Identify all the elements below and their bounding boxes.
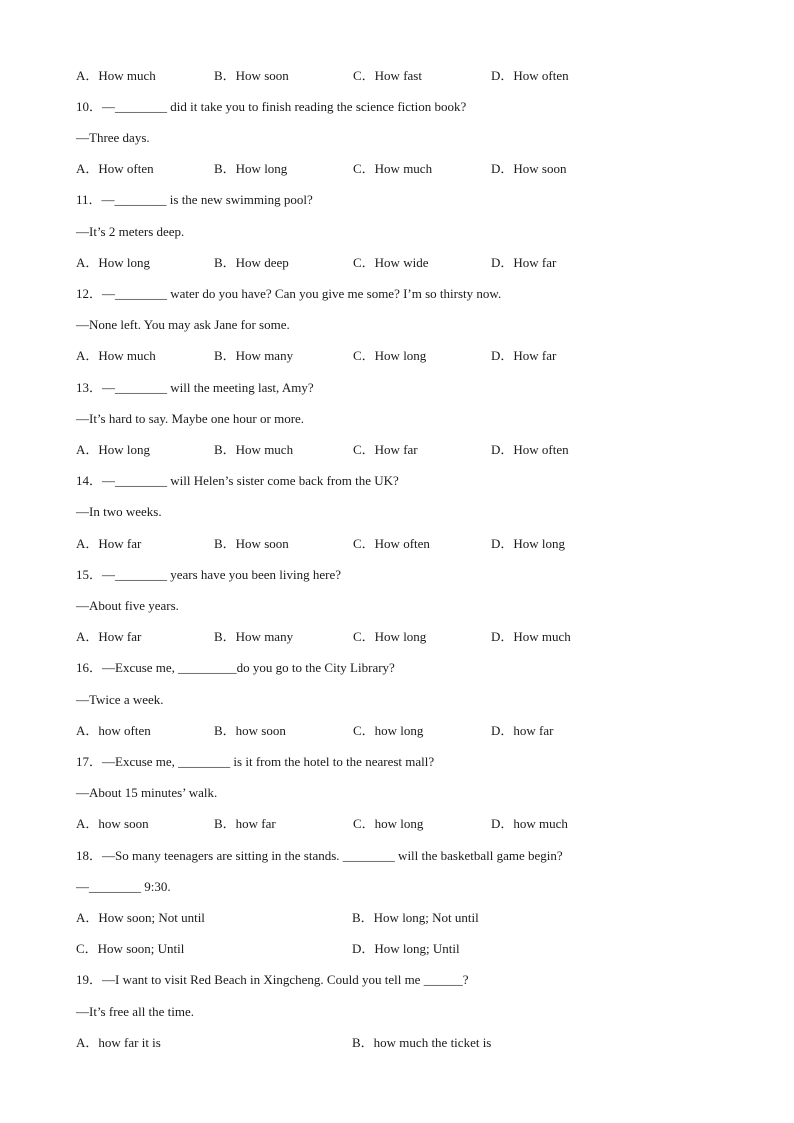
q12-options — [76, 347, 736, 365]
q18-options-row1 — [76, 909, 736, 927]
q13-option-b[interactable]: B．How much — [214, 442, 294, 457]
q15-option-c[interactable]: C．How long — [353, 629, 427, 644]
q18-answer: —________ 9:30. — [76, 879, 171, 894]
q16-option-c[interactable]: C．how long — [353, 723, 424, 738]
q13-option-a[interactable]: A．How long — [76, 442, 151, 457]
q14-prompt: 14．—________ will Helen’s sister come back from the UK? — [76, 473, 399, 488]
q17-option-a[interactable]: A．how soon — [76, 816, 149, 831]
q13-answer: —It’s hard to say. Maybe one hour or more. — [76, 411, 305, 426]
q10-option-d[interactable]: D．How soon — [491, 161, 567, 176]
q13-prompt: 13．—________ will the meeting last, Amy? — [76, 380, 314, 395]
q19-option-a[interactable]: A．how far it is — [76, 1035, 161, 1050]
q12-option-c[interactable]: C．How long — [353, 348, 427, 363]
q12-answer: —None left. You may ask Jane for some. — [76, 317, 290, 332]
q15-answer: —About five years. — [76, 598, 179, 613]
q19-answer: —It’s free all the time. — [76, 1004, 195, 1019]
q14-answer: —In two weeks. — [76, 504, 162, 519]
q16-option-b[interactable]: B．how soon — [214, 723, 286, 738]
q14-option-b[interactable]: B．How soon — [214, 536, 289, 551]
q10-option-a[interactable]: A．How often — [76, 161, 154, 176]
q11-option-c[interactable]: C．How wide — [353, 255, 429, 270]
q17-options — [76, 815, 736, 833]
q10-option-c[interactable]: C．How much — [353, 161, 433, 176]
q15-option-b[interactable]: B．How many — [214, 629, 294, 644]
q18-options-row2 — [76, 940, 736, 958]
q17-answer: —About 15 minutes’ walk. — [76, 785, 218, 800]
q18-option-b[interactable]: B．How long; Not until — [352, 910, 479, 925]
q12-option-d[interactable]: D．How far — [491, 348, 557, 363]
q10-option-b[interactable]: B．How long — [214, 161, 288, 176]
q17-option-d[interactable]: D．how much — [491, 816, 568, 831]
q19-prompt: 19．—I want to visit Red Beach in Xingcheng. Could you tell me ______? — [76, 972, 469, 987]
q11-options — [76, 254, 736, 272]
q17-option-c[interactable]: C．how long — [353, 816, 424, 831]
q16-prompt: 16．—Excuse me, _________do you go to the City Library? — [76, 660, 395, 675]
q18-option-a[interactable]: A．How soon; Not until — [76, 910, 205, 925]
q13-options — [76, 441, 736, 459]
q15-prompt: 15．—________ years have you been living here? — [76, 567, 341, 582]
q16-option-a[interactable]: A．how often — [76, 723, 151, 738]
q14-option-c[interactable]: C．How often — [353, 536, 430, 551]
q11-prompt: 11．—________ is the new swimming pool? — [76, 192, 313, 207]
q17-prompt: 17．—Excuse me, ________ is it from the hotel to the nearest mall? — [76, 754, 435, 769]
q10-options — [76, 160, 736, 178]
q18-option-d[interactable]: D．How long; Until — [352, 941, 460, 956]
q16-options — [76, 722, 736, 740]
q12-option-a[interactable]: A．How much — [76, 348, 156, 363]
q9-option-a[interactable]: A．How much — [76, 68, 156, 83]
q19-options-row1 — [76, 1034, 736, 1052]
q18-option-c[interactable]: C．How soon; Until — [76, 941, 185, 956]
q10-answer: —Three days. — [76, 130, 150, 145]
q15-option-d[interactable]: D．How much — [491, 629, 571, 644]
q11-option-a[interactable]: A．How long — [76, 255, 151, 270]
q10-prompt: 10．—________ did it take you to finish reading the science fiction book? — [76, 99, 467, 114]
q12-option-b[interactable]: B．How many — [214, 348, 294, 363]
q14-options — [76, 535, 736, 553]
q17-option-b[interactable]: B．how far — [214, 816, 276, 831]
q9-options — [76, 67, 736, 85]
q15-option-a[interactable]: A．How far — [76, 629, 142, 644]
q11-option-b[interactable]: B．How deep — [214, 255, 289, 270]
q13-option-d[interactable]: D．How often — [491, 442, 569, 457]
q11-answer: —It’s 2 meters deep. — [76, 224, 185, 239]
q14-option-d[interactable]: D．How long — [491, 536, 566, 551]
q12-prompt: 12．—________ water do you have? Can you give me some? I’m so thirsty now. — [76, 286, 502, 301]
q11-option-d[interactable]: D．How far — [491, 255, 557, 270]
q15-options — [76, 628, 736, 646]
q16-answer: —Twice a week. — [76, 692, 164, 707]
q9-option-b[interactable]: B．How soon — [214, 68, 289, 83]
q14-option-a[interactable]: A．How far — [76, 536, 142, 551]
q9-option-c[interactable]: C．How fast — [353, 68, 422, 83]
q18-prompt: 18．—So many teenagers are sitting in the stands. ________ will the basketball game begin? — [76, 848, 563, 863]
q19-option-b[interactable]: B．how much the ticket is — [352, 1035, 492, 1050]
q13-option-c[interactable]: C．How far — [353, 442, 418, 457]
q16-option-d[interactable]: D．how far — [491, 723, 554, 738]
q9-option-d[interactable]: D．How often — [491, 68, 569, 83]
